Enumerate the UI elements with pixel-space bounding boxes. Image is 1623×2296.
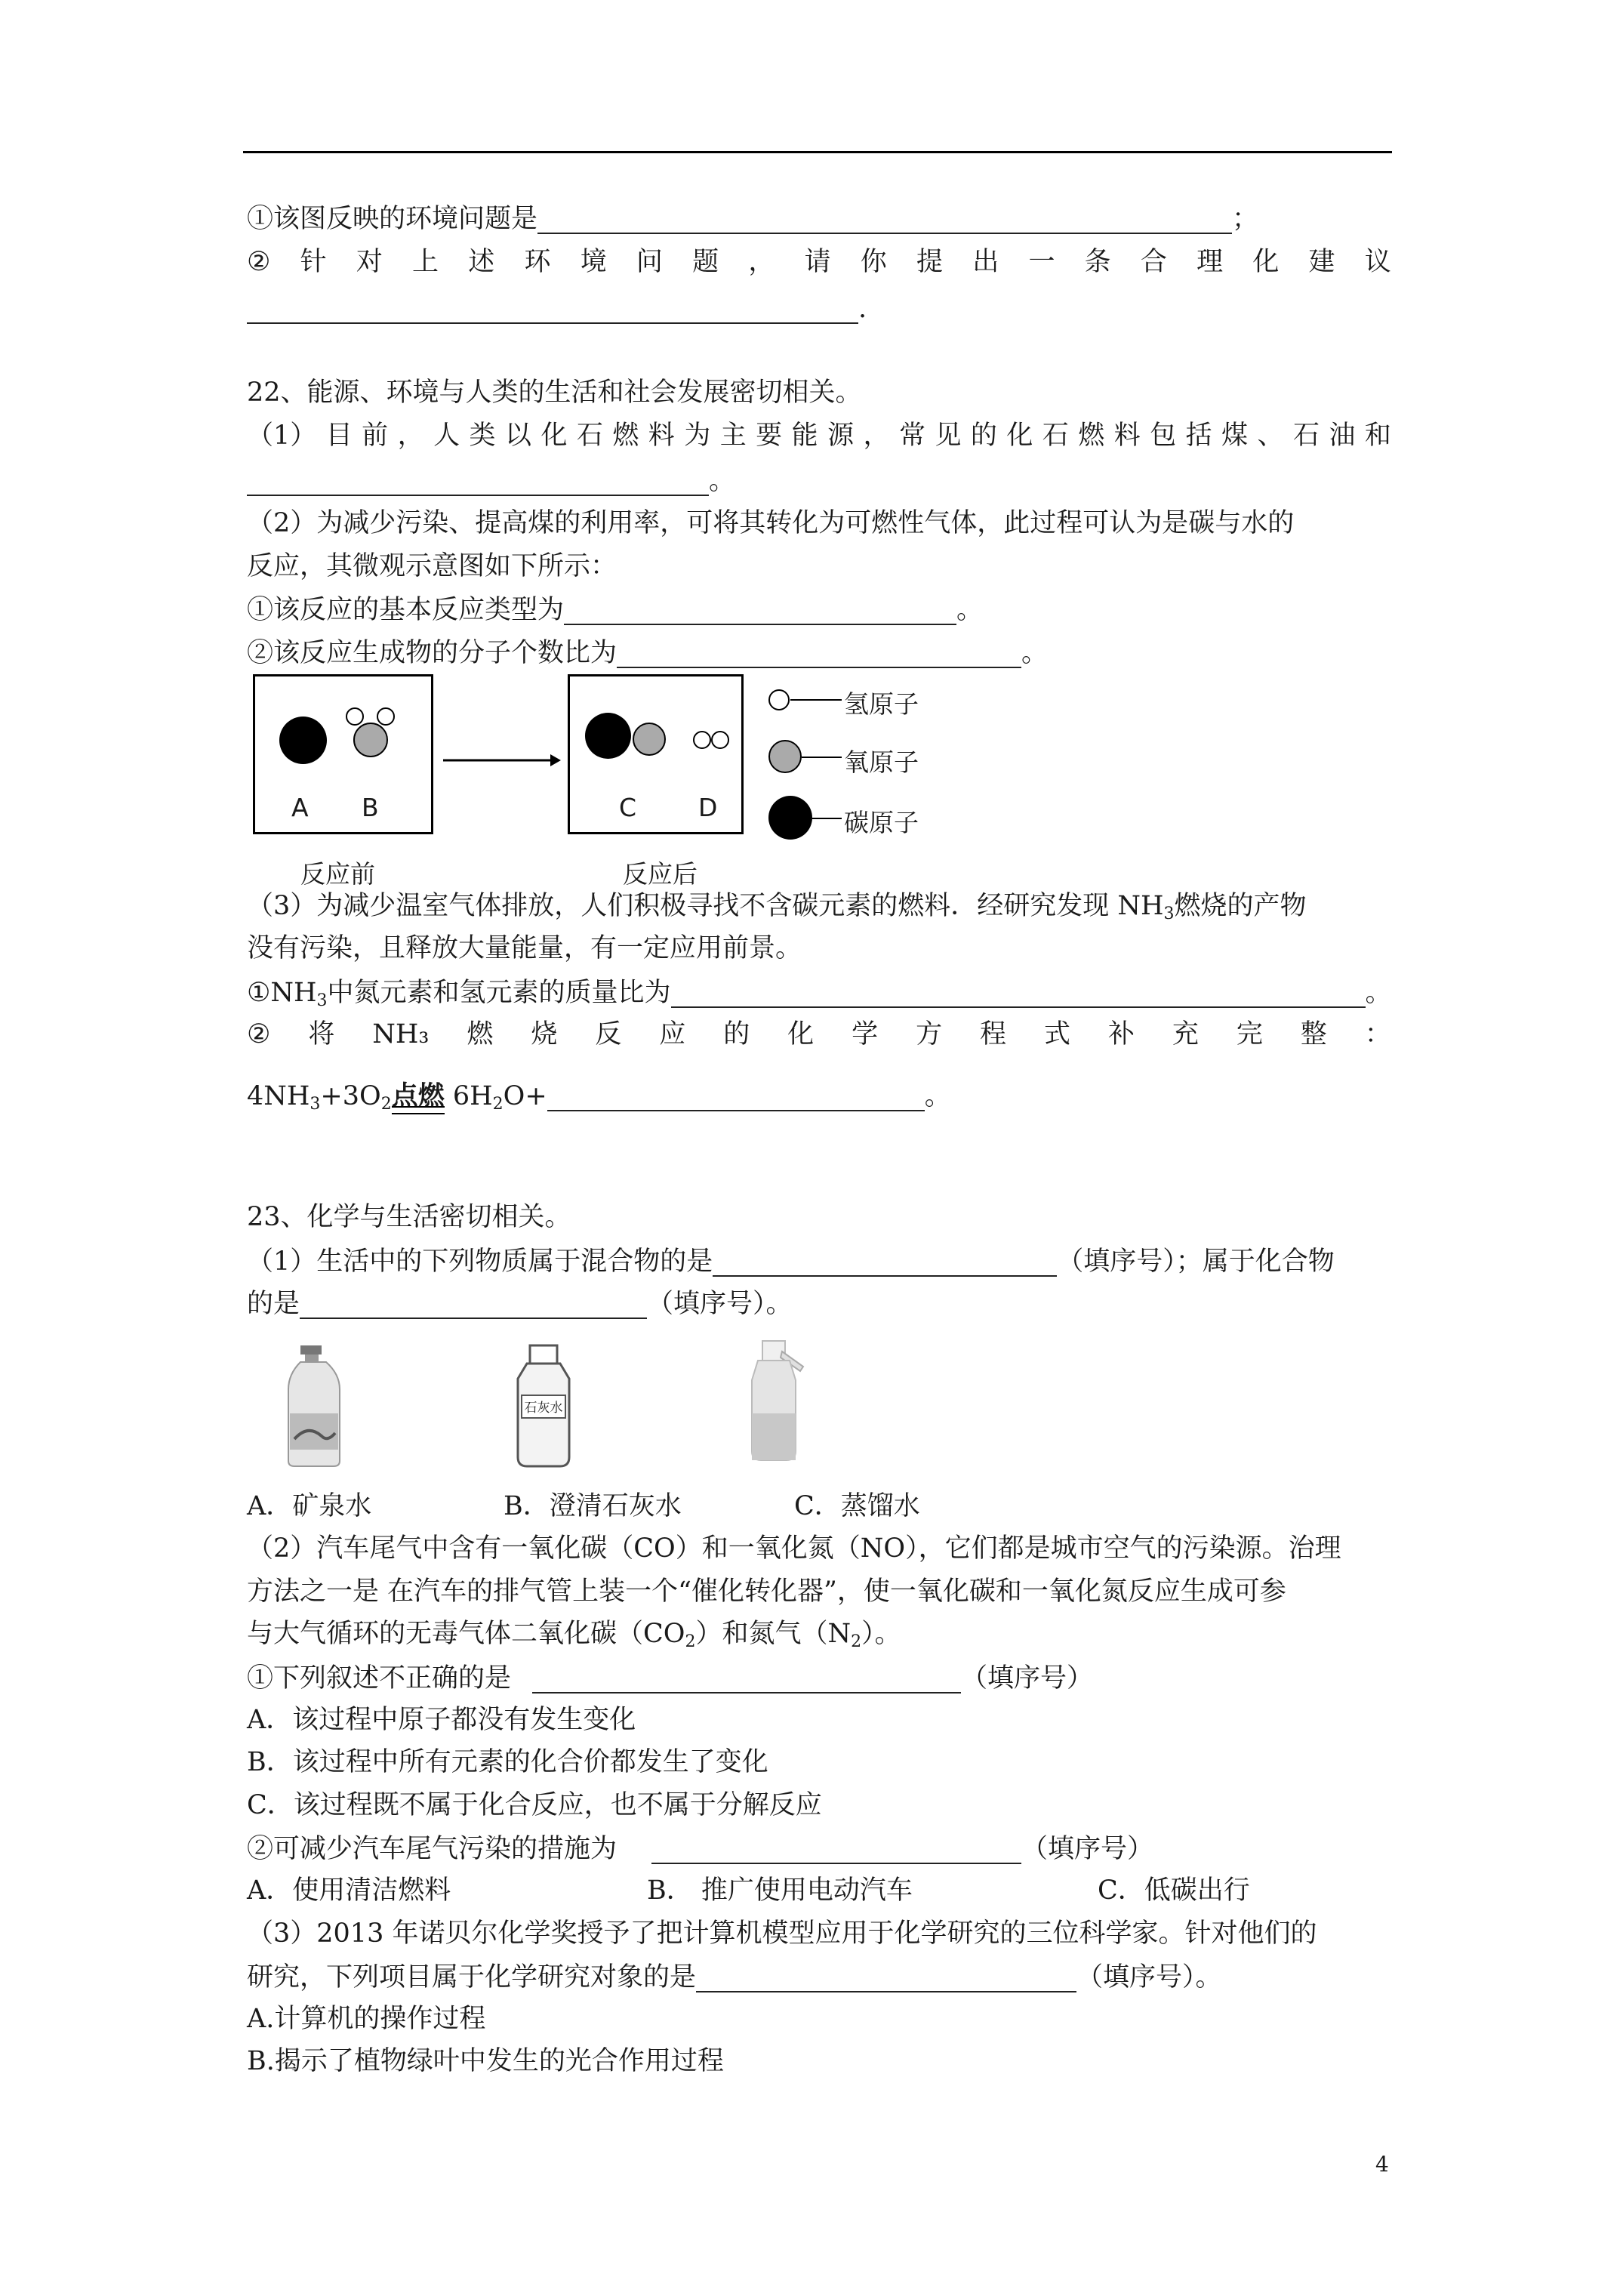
label-c: C	[619, 793, 637, 822]
spread-char: 石	[576, 421, 603, 451]
spread-char: ，	[863, 421, 890, 451]
q21-item1: ①该图反映的环境问题是 ；	[247, 204, 1259, 234]
legend-hydrogen-label: 氢原子	[844, 689, 919, 719]
spread-char: 环	[524, 247, 551, 277]
spread-char: 补	[1107, 1019, 1135, 1049]
hydrogen-atom	[711, 731, 729, 749]
legend-oxygen-atom	[768, 740, 802, 773]
legend-oxygen-label: 氧原子	[844, 747, 919, 777]
option-a[interactable]: A．矿泉水	[247, 1491, 372, 1521]
option-a[interactable]: A．使用清洁燃料	[247, 1875, 451, 1906]
spread-char: 建	[1308, 247, 1335, 277]
answer-blank[interactable]	[696, 1961, 1076, 1992]
hydrogen-atom	[693, 731, 711, 749]
after-label: 反应后	[623, 859, 698, 889]
spread-char: 料	[648, 421, 675, 451]
q22-part1-answer: 。	[247, 464, 1391, 496]
q23-part2-q1-option-b[interactable]: B．该过程中所有元素的化合价都发生了变化	[247, 1747, 768, 1777]
reaction-arrow	[442, 751, 562, 769]
spread-char: 、	[1257, 421, 1284, 451]
answer-blank[interactable]	[537, 202, 1232, 234]
spread-char: 常	[898, 421, 925, 451]
answer-blank[interactable]	[247, 464, 709, 496]
q22-title: 22、能源、环境与人类的生活和社会发展密切相关。	[247, 378, 862, 408]
q23-title: 23、化学与生活密切相关。	[247, 1202, 571, 1232]
q22-part3-q2	[247, 1019, 1391, 1049]
spread-char: 你	[860, 247, 887, 277]
bottle-label: 石灰水	[524, 1401, 563, 1416]
q22-part3-q1: $①NH_3$中氮元素和氢元素的质量比为 。	[247, 978, 1392, 1010]
spread-char: 的	[723, 1019, 750, 1049]
q23-part3-line1: （3）2013 年诺贝尔化学奖授予了把计算机模型应用于化学研究的三位科学家。针对他们的	[247, 1918, 1317, 1949]
answer-blank[interactable]	[564, 593, 956, 625]
spread-char: 提	[916, 247, 944, 277]
label-b: B	[362, 793, 379, 822]
spread-char: 料	[1113, 421, 1141, 451]
option-c[interactable]: C．低碳出行	[1098, 1875, 1250, 1906]
q23-part2-q1: ①下列叙述不正确的是 （填序号）	[247, 1663, 1094, 1693]
spread-char: 包	[1150, 421, 1177, 451]
legend-hydrogen-atom	[768, 689, 790, 710]
q23-part1-line2: 的是 （填序号）。	[247, 1289, 793, 1319]
q22-part3-line2: 没有污染，且释放大量能量，有一定应用前景。	[247, 933, 802, 963]
q22-part2-q1: ①该反应的基本反应类型为 。	[247, 595, 984, 625]
spread-char: 出	[972, 247, 999, 277]
mineral-water-bottle-icon	[278, 1344, 353, 1469]
spread-char: 主	[719, 421, 747, 451]
q22-part3-line1: （3）为减少温室气体排放，人们积极寻找不含碳元素的燃料．经研究发现 $NH_3$燃烧的产物	[247, 891, 1307, 923]
spread-char: NH₃	[372, 1019, 430, 1049]
spread-char: 化	[1252, 247, 1280, 277]
spread-char: 议	[1364, 247, 1391, 277]
q23-part3-option-b[interactable]: B.揭示了植物绿叶中发生的光合作用过程	[247, 2046, 724, 2076]
hydrogen-atom	[346, 707, 364, 726]
spread-char: 条	[1084, 247, 1111, 277]
option-b[interactable]: B．澄清石灰水	[504, 1491, 682, 1521]
q22-part2-line1: （2）为减少污染、提高煤的利用率，可将其转化为可燃性气体，此过程可认为是碳与水的	[247, 508, 1295, 538]
label-d: D	[698, 793, 718, 822]
limewater-bottle-icon	[504, 1344, 584, 1472]
carbon-atom	[585, 713, 631, 759]
spread-char: ，	[748, 247, 775, 277]
spread-char: 前	[362, 421, 389, 451]
spread-char: 将	[308, 1019, 335, 1049]
spread-char: 烧	[531, 1019, 558, 1049]
reaction-condition: 点燃	[392, 1081, 445, 1111]
spread-char: 和	[1364, 421, 1391, 451]
option-b[interactable]: B． 推广使用电动汽车	[647, 1875, 913, 1906]
spread-char: 燃	[1078, 421, 1105, 451]
spread-char: 目	[325, 421, 353, 451]
spread-char: 反	[595, 1019, 622, 1049]
page-number: 4	[1375, 2152, 1389, 2177]
legend-carbon-label: 碳原子	[844, 808, 919, 837]
spread-char: 石	[1292, 421, 1320, 451]
spread-char: 理	[1196, 247, 1224, 277]
spread-char: 燃	[467, 1019, 494, 1049]
spread-char: 为	[684, 421, 711, 451]
carbon-atom	[279, 717, 327, 764]
spread-char: 化	[787, 1019, 815, 1049]
spread-char: 应	[659, 1019, 686, 1049]
hydrogen-atom	[377, 707, 395, 726]
q23-part2-q2: ②可减少汽车尾气污染的措施为 （填序号）	[247, 1834, 1154, 1864]
spread-char: 化	[540, 421, 568, 451]
spread-char: ：	[1364, 1019, 1391, 1049]
spread-char: ，	[397, 421, 424, 451]
header-rule	[243, 151, 1392, 153]
spread-char: 一	[1028, 247, 1055, 277]
q23-part1-line1: （1）生活中的下列物质属于混合物的是 （填序号）；属于化合物	[247, 1247, 1335, 1277]
spread-char: 燃	[612, 421, 639, 451]
spread-char: 充	[1172, 1019, 1199, 1049]
spread-char: 能	[791, 421, 818, 451]
q22-part2-q2: ②该反应生成物的分子个数比为 。	[247, 638, 1049, 668]
spread-char: 人	[433, 421, 460, 451]
spread-char: 合	[1140, 247, 1167, 277]
before-label: 反应前	[300, 859, 375, 889]
spread-char: 整	[1300, 1019, 1327, 1049]
q23-part2-line1: （2）汽车尾气中含有一氧化碳（CO）和一氧化氮（NO），它们都是城市空气的污染源。治理	[247, 1533, 1341, 1564]
before-box	[253, 674, 433, 834]
label-a: A	[291, 793, 309, 822]
spread-char: 式	[1043, 1019, 1070, 1049]
legend-line	[802, 757, 842, 758]
spread-char: 题	[692, 247, 719, 277]
legend-carbon-atom	[768, 796, 812, 840]
answer-blank[interactable]	[671, 976, 1366, 1008]
spread-char: 请	[804, 247, 831, 277]
q23-part3-option-a[interactable]: A.计算机的操作过程	[247, 2004, 486, 2034]
spread-char: 上	[412, 247, 439, 277]
q23-part2-q1-option-c[interactable]: C．该过程既不属于化合反应，也不属于分解反应	[247, 1790, 822, 1820]
spread-char: 方	[916, 1019, 943, 1049]
spread-char: 境	[580, 247, 607, 277]
distilled-water-bottle-icon	[732, 1338, 815, 1470]
spread-char: ②	[247, 1019, 271, 1049]
option-c[interactable]: C．蒸馏水	[794, 1491, 920, 1521]
q22-equation: $4NH_3+3O_2$点燃 $6H_2O+$ 。	[247, 1081, 951, 1114]
legend-line	[812, 818, 842, 819]
spread-char: 以	[504, 421, 531, 451]
q23-part3-line2: 研究，下列项目属于化学研究对象的是 （填序号）。	[247, 1962, 1222, 1992]
spread-char: 化	[1006, 421, 1033, 451]
spread-char: 类	[469, 421, 496, 451]
spread-char: （1）	[247, 421, 317, 451]
spread-char: 述	[468, 247, 495, 277]
answer-blank[interactable]	[651, 1832, 1021, 1864]
spread-char: 完	[1236, 1019, 1263, 1049]
spread-char: ②	[247, 247, 271, 277]
answer-blank[interactable]	[713, 1245, 1057, 1277]
oxygen-atom	[353, 723, 388, 757]
answer-blank[interactable]	[247, 292, 858, 324]
spread-char: 问	[636, 247, 663, 277]
spread-char: 要	[756, 421, 783, 451]
q23-part2-line2: 方法之一是 在汽车的排气管上装一个“催化转化器”，使一氧化碳和一氧化氮反应生成可参	[247, 1576, 1286, 1607]
spread-char: 源	[827, 421, 855, 451]
spread-char: 对	[356, 247, 383, 277]
spread-char: 煤	[1221, 421, 1249, 451]
answer-blank[interactable]	[300, 1287, 647, 1319]
answer-blank[interactable]	[547, 1080, 925, 1111]
q22-part2-line2: 反应，其微观示意图如下所示：	[247, 551, 617, 581]
answer-blank[interactable]	[617, 636, 1021, 668]
spread-char: 石	[1042, 421, 1069, 451]
spread-char: 的	[970, 421, 997, 451]
spread-char: 针	[300, 247, 327, 277]
q22-part1	[247, 421, 1391, 451]
legend-line	[790, 699, 842, 701]
q21-item2-answer: .	[247, 292, 1391, 324]
answer-blank[interactable]	[532, 1662, 961, 1693]
q23-part2-line3: 与大气循环的无毒气体二氧化碳$(CO_2)$和氮气$(N_2)$。	[247, 1619, 901, 1651]
q21-item2	[247, 247, 1391, 277]
spread-char: 油	[1329, 421, 1356, 451]
oxygen-atom	[633, 723, 666, 756]
spread-char: 程	[980, 1019, 1007, 1049]
spread-char: 见	[935, 421, 962, 451]
spread-char: 学	[852, 1019, 879, 1049]
q23-part2-q1-option-a[interactable]: A．该过程中原子都没有发生变化	[247, 1705, 636, 1735]
spread-char: 括	[1185, 421, 1212, 451]
